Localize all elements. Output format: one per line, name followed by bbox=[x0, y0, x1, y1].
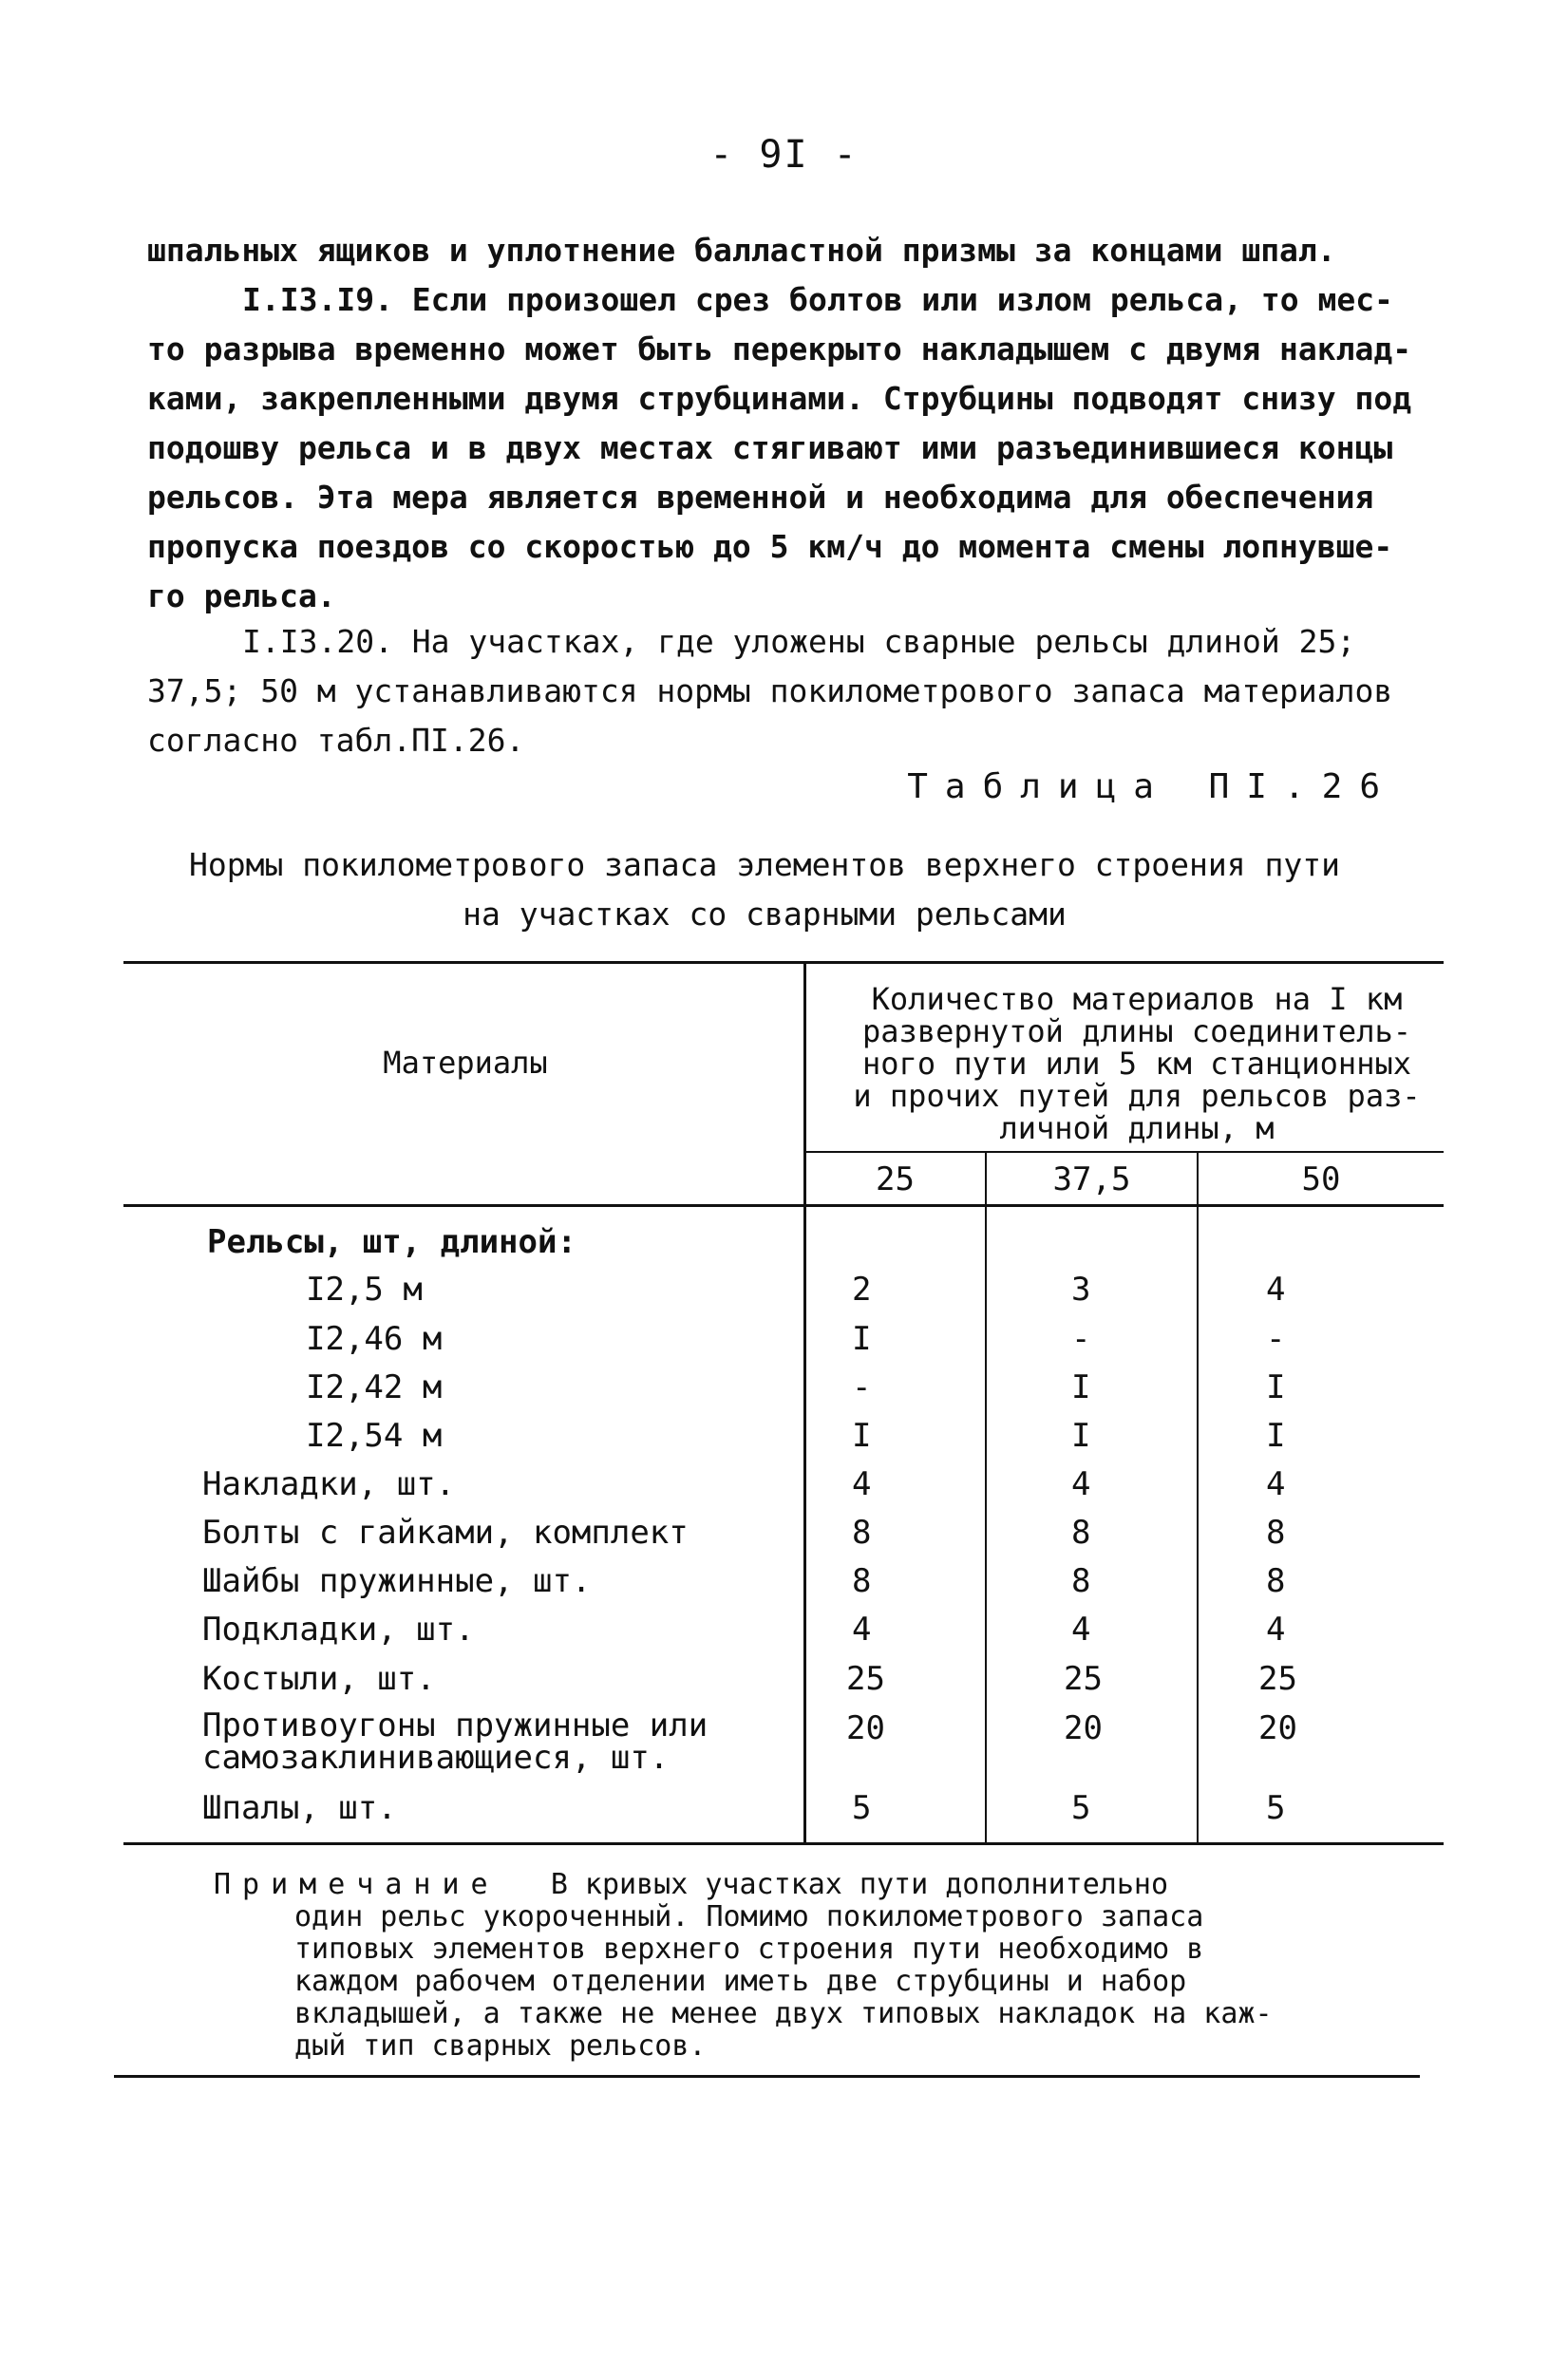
text-line: I.I3.I9. Если произошел срез болтов или излом рельса, то мес- bbox=[242, 281, 1393, 318]
caption-line: на участках со сварными рельсами bbox=[463, 896, 1067, 933]
note-text: В кривых участках пути дополнительно bbox=[550, 1868, 1169, 1901]
table-cell: 4 bbox=[1071, 1465, 1091, 1503]
table-cell: 8 bbox=[1266, 1562, 1286, 1600]
column-divider bbox=[985, 1153, 987, 1842]
note-line: типовых элементов верхнего строения пути необходимо в bbox=[294, 1933, 1204, 1966]
row-label: Накладки, шт. bbox=[202, 1465, 456, 1503]
table-cell: 4 bbox=[1266, 1271, 1286, 1309]
paragraph-1-13-20 bbox=[147, 617, 1467, 765]
table-cell: 4 bbox=[1266, 1465, 1286, 1503]
note-line: дый тип сварных рельсов. bbox=[294, 2029, 707, 2063]
table-cell: I bbox=[852, 1320, 872, 1358]
table-cell: 2 bbox=[852, 1271, 872, 1309]
table-cell: 4 bbox=[852, 1465, 872, 1503]
table-cell: 4 bbox=[1266, 1611, 1286, 1649]
table-cell: I bbox=[1266, 1368, 1286, 1406]
note-bottom-rule bbox=[114, 2075, 1420, 2078]
column-divider bbox=[1197, 1153, 1199, 1842]
text-line: пропуска поездов со скоростью до 5 км/ч до момента смены лопнувше- bbox=[147, 528, 1393, 565]
table-label: Таблица ПI.26 bbox=[907, 767, 1397, 806]
table-cell: - bbox=[852, 1368, 872, 1406]
text-line: го рельса. bbox=[147, 577, 336, 614]
text-line: то разрыва временно может быть перекрыто накладышем с двумя наклад- bbox=[147, 330, 1412, 368]
note-line: один рельс укороченный. Помимо покилометрового запаса bbox=[294, 1900, 1204, 1933]
table-cell: 4 bbox=[1071, 1611, 1091, 1649]
table-cell: I bbox=[1071, 1417, 1091, 1455]
header-line: и прочих путей для рельсов раз- bbox=[853, 1078, 1421, 1114]
header-line: Количество материалов на I км bbox=[871, 981, 1403, 1017]
row-label-line: самозаклинивающиеся, шт. bbox=[202, 1739, 670, 1777]
column-header-50: 50 bbox=[1301, 1160, 1341, 1198]
text-line: рельсов. Эта мера является временной и необходима для обеспечения bbox=[147, 479, 1374, 516]
caption-line: Нормы покилометрового запаса элементов верхнего строения пути bbox=[189, 846, 1340, 883]
table-cell: 8 bbox=[852, 1562, 872, 1600]
table-cell: 8 bbox=[1071, 1514, 1091, 1552]
table-caption bbox=[147, 840, 1382, 939]
note-line: вкладышей, а также не менее двух типовых накладок на каж- bbox=[294, 1997, 1273, 2030]
quantity-header bbox=[833, 983, 1441, 1144]
row-label: I2,46 м bbox=[306, 1320, 443, 1358]
table-cell: I bbox=[852, 1417, 872, 1455]
text-line: согласно табл.ПI.26. bbox=[147, 722, 525, 759]
table-cell: 20 bbox=[846, 1709, 885, 1747]
header-line: развернутой длины соединитель- bbox=[862, 1013, 1411, 1049]
table-top-rule bbox=[123, 961, 1444, 964]
table-cell: 25 bbox=[1064, 1660, 1103, 1698]
page-number: - 9I - bbox=[709, 133, 859, 177]
text-line: I.I3.20. На участках, где уложены сварные рельсы длиной 25; bbox=[242, 623, 1356, 660]
column-header-37-5: 37,5 bbox=[1052, 1160, 1131, 1198]
group-label: Рельсы, шт, длиной: bbox=[207, 1223, 576, 1261]
table-cell: 5 bbox=[1071, 1789, 1091, 1827]
table-cell: - bbox=[1266, 1320, 1286, 1358]
table-cell: 3 bbox=[1071, 1271, 1091, 1309]
header-line: личной длины, м bbox=[999, 1110, 1275, 1146]
note-first-line bbox=[214, 1869, 1448, 1901]
header-divider-rule bbox=[803, 1151, 1444, 1153]
row-label: I2,5 м bbox=[306, 1271, 423, 1309]
table-cell: 20 bbox=[1258, 1709, 1297, 1747]
column-divider bbox=[803, 963, 806, 1842]
row-label: I2,54 м bbox=[306, 1417, 443, 1455]
table-cell: 25 bbox=[846, 1660, 885, 1698]
materials-header: Материалы bbox=[383, 1045, 548, 1081]
text-line: подошву рельса и в двух местах стягивают ими разъединившиеся концы bbox=[147, 429, 1393, 466]
table-cell: 5 bbox=[852, 1789, 872, 1827]
table-cell: I bbox=[1071, 1368, 1091, 1406]
header-line: ного пути или 5 км станционных bbox=[862, 1046, 1411, 1082]
row-label: Костыли, шт. bbox=[202, 1660, 436, 1698]
header-bottom-rule bbox=[123, 1204, 1444, 1207]
text-line: ками, закрепленными двумя струбцинами. Струбцины подводят снизу под bbox=[147, 380, 1412, 417]
table-cell: 4 bbox=[852, 1611, 872, 1649]
row-label: Болты с гайками, комплект bbox=[202, 1514, 689, 1552]
row-label-line: Противоугоны пружинные или bbox=[202, 1707, 708, 1744]
row-label: Шпалы, шт. bbox=[202, 1789, 397, 1827]
table-cell: 8 bbox=[1266, 1514, 1286, 1552]
table-cell: 5 bbox=[1266, 1789, 1286, 1827]
text-line: 37,5; 50 м устанавливаются нормы покилометрового запаса материалов bbox=[147, 672, 1393, 709]
table-cell: 8 bbox=[852, 1514, 872, 1552]
table-cell: 8 bbox=[1071, 1562, 1091, 1600]
note-title: Примечание bbox=[214, 1868, 500, 1901]
note-line: каждом рабочем отделении иметь две струбцины и набор bbox=[294, 1965, 1187, 1998]
table-cell: - bbox=[1071, 1320, 1091, 1358]
table-cell: I bbox=[1266, 1417, 1286, 1455]
paragraph-continuation bbox=[147, 226, 1467, 275]
column-header-25: 25 bbox=[876, 1160, 915, 1198]
table-cell: 25 bbox=[1258, 1660, 1297, 1698]
row-label: Шайбы пружинные, шт. bbox=[202, 1562, 592, 1600]
table-note bbox=[214, 1869, 1448, 2063]
table-cell: 20 bbox=[1064, 1709, 1103, 1747]
row-label: I2,42 м bbox=[306, 1368, 443, 1406]
row-label: Подкладки, шт. bbox=[202, 1611, 475, 1649]
row-label-multiline bbox=[202, 1707, 708, 1777]
text-line: шпальных ящиков и уплотнение балластной призмы за концами шпал. bbox=[147, 232, 1336, 269]
table-bottom-rule bbox=[123, 1842, 1444, 1845]
paragraph-1-13-19 bbox=[147, 275, 1467, 621]
